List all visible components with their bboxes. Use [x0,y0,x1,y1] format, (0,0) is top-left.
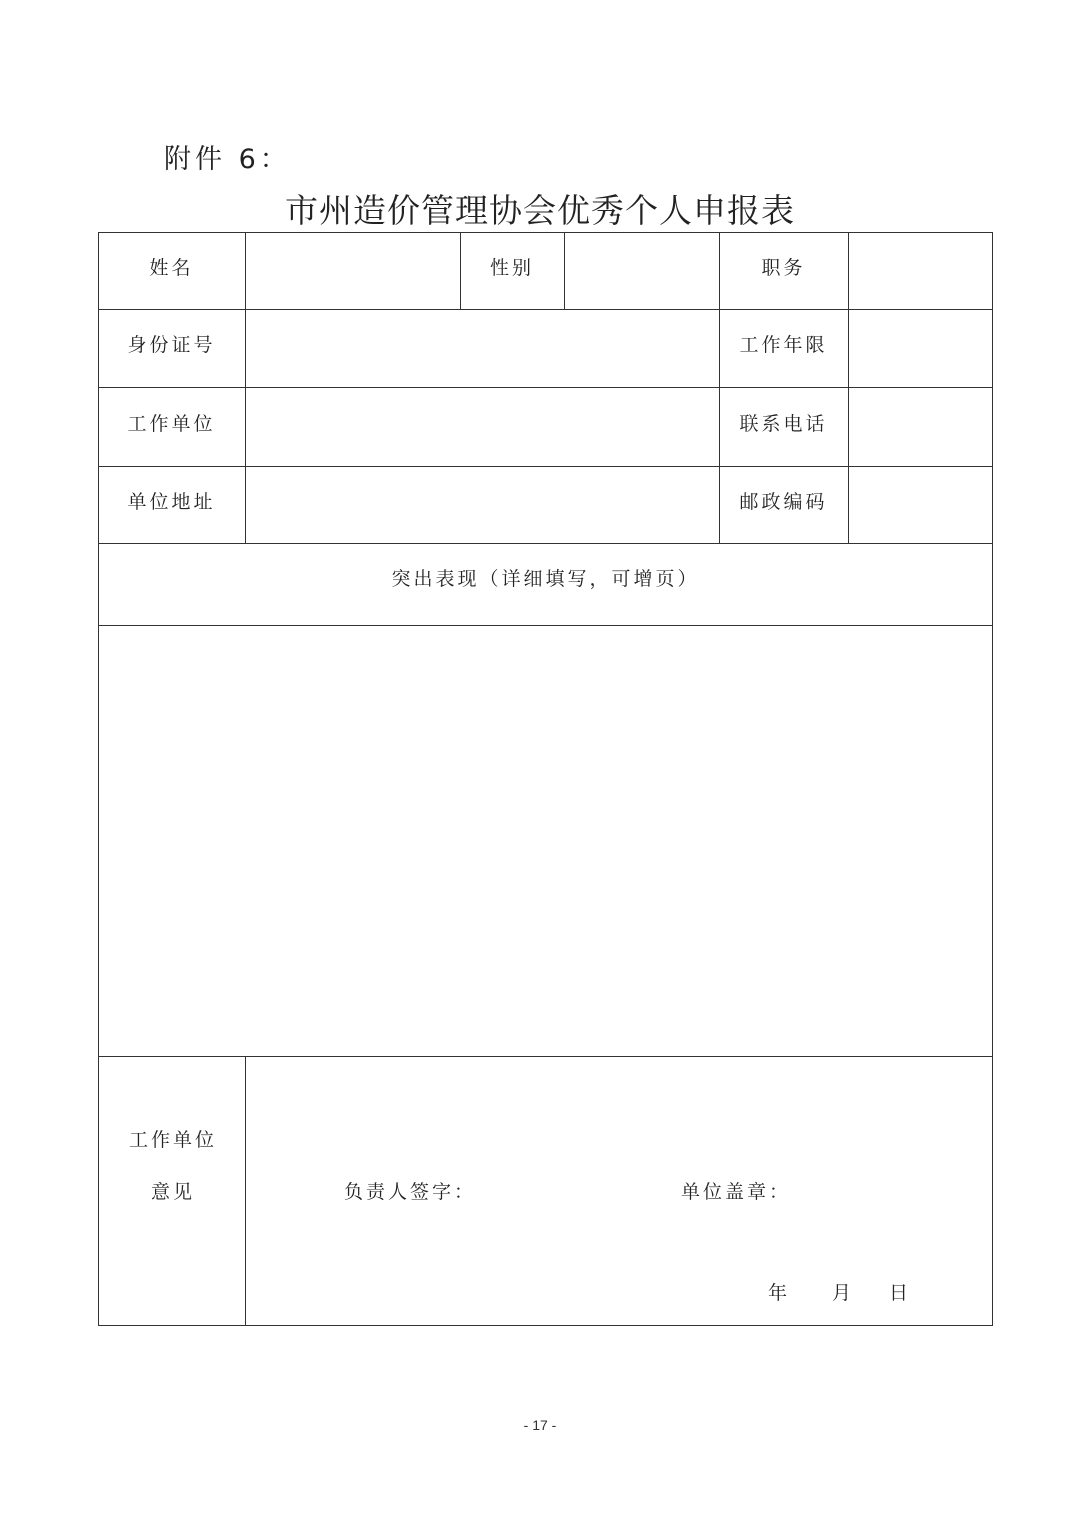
work-years-field[interactable] [850,311,991,386]
postcode-label: 邮政编码 [739,490,828,513]
work-years-label: 工作年限 [739,333,828,356]
date-year-label: 年 [768,1282,791,1304]
gender-field[interactable] [566,234,718,308]
phone-field[interactable] [850,389,991,465]
postcode-field[interactable] [850,468,991,542]
signature-label: 负责人签字： [344,1181,477,1203]
form-border-bottom [98,1325,993,1326]
form-border-right [992,232,993,1326]
id-number-label: 身份证号 [127,333,216,356]
address-field[interactable] [247,468,718,542]
date-month-label: 月 [832,1282,855,1304]
employer-label: 工作单位 [127,412,216,435]
application-form [98,232,993,1326]
attachment-label: 附件 6： [164,144,291,175]
highlights-header: 突出表现（详细填写，可增页） [391,567,700,590]
seal-label: 单位盖章： [681,1181,792,1203]
name-field[interactable] [247,234,459,308]
highlights-textarea[interactable] [100,627,991,1055]
page-number: - 17 - [523,1417,557,1433]
date-day-label: 日 [889,1282,912,1304]
page-title: 市州造价管理协会优秀个人申报表 [285,191,795,230]
position-field[interactable] [850,234,991,308]
opinion-label-line1: 工作单位 [129,1129,218,1151]
phone-label: 联系电话 [739,412,828,435]
opinion-label-line2: 意见 [151,1181,196,1203]
employer-field[interactable] [247,389,718,465]
gender-label: 性别 [489,256,534,279]
name-label: 姓名 [149,256,194,279]
position-label: 职务 [761,256,806,279]
id-number-field[interactable] [247,311,718,386]
address-label: 单位地址 [127,490,216,513]
